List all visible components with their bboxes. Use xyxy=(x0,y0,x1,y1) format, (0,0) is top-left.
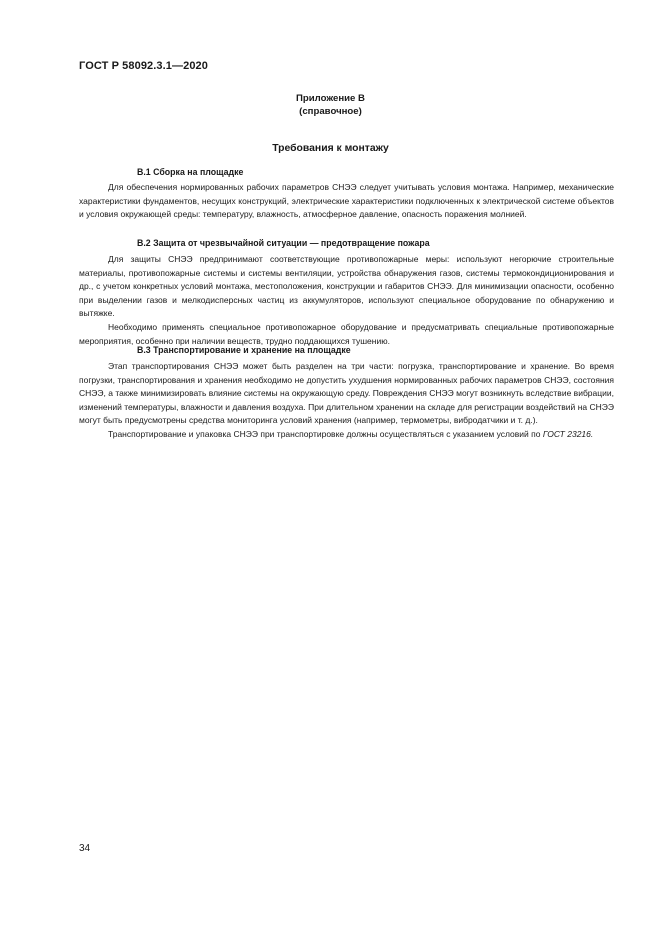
section-b1 xyxy=(79,166,614,180)
standard-reference: ГОСТ 23216. xyxy=(542,428,594,439)
document-code: ГОСТ Р 58092.3.1—2020 xyxy=(79,60,208,72)
annex-title: Приложение В xyxy=(296,93,365,104)
paragraph-text: Транспортирование и упаковка СНЭЭ при транспортировке должны осуществляться с указанием условий по xyxy=(108,428,541,439)
section-b2 xyxy=(79,237,614,251)
paragraph: Необходимо применять специальное противопожарное оборудование и предусматривать специальные противопожарные мероприятия, особенно при наличии веществ, трудно поддающихся тушению. xyxy=(79,321,614,346)
paragraph: Для обеспечения нормированных рабочих параметров СНЭЭ следует учитывать условия монтажа. Например, механические характеристики фундаментов, несущих конструкций, электрические характеристики подключенных к электрической системе объектов и условия окружающей среды: температуру, влажность, атмосферное давление, опасность поражения молнией. xyxy=(79,182,614,220)
paragraph: Для защиты СНЭЭ предпринимают соответствующие противопожарные меры: используют негорючие строительные материалы, противопожарные системы и системы вентиляции, устройства обнаружения газов, системы термокондиционирования и др., с учетом конкретных условий монтажа, местоположения, конструкции и габаритов СНЭЭ. Для минимизации опасности, особенно при выделении газов и мелкодисперсных частиц из аккумуляторов, используют специальное оборудование по обнаружению и вытяжке. xyxy=(79,254,614,319)
annex-status: (справочное) xyxy=(299,106,362,117)
annex-heading: Требования к монтажу xyxy=(272,143,389,154)
page-number: 34 xyxy=(79,843,91,854)
section-title: В.3 Транспортирование и хранение на площадке xyxy=(137,345,351,355)
section-b1-body xyxy=(79,181,614,222)
paragraph: Этап транспортирования СНЭЭ может быть разделен на три части: погрузка, транспортирование и хранение. Во время погрузки, транспортирования и хранения необходимо не допустить ухудшения нормированных рабочих параметров СНЭЭ, состояния СНЭЭ, а также минимизировать влияние системы на окружающую среду. Повреждения СНЭЭ могут возникнуть вследствие вибрации, изменений температуры, влажности и давления воздуха. При длительном хранении на складе для регистрации воздействий на СНЭЭ могут быть предусмотрены средства мониторинга условий хранения (например, термометры, вибродатчики и т. д.). xyxy=(79,361,614,426)
section-title: В.2 Защита от чрезвычайной ситуации — предотвращение пожара xyxy=(137,238,430,248)
section-b2-body xyxy=(79,253,614,348)
section-b3-body xyxy=(79,360,614,442)
paragraph-with-reference xyxy=(79,428,614,442)
section-title: В.1 Сборка на площадке xyxy=(137,167,244,177)
section-b3 xyxy=(79,344,614,358)
